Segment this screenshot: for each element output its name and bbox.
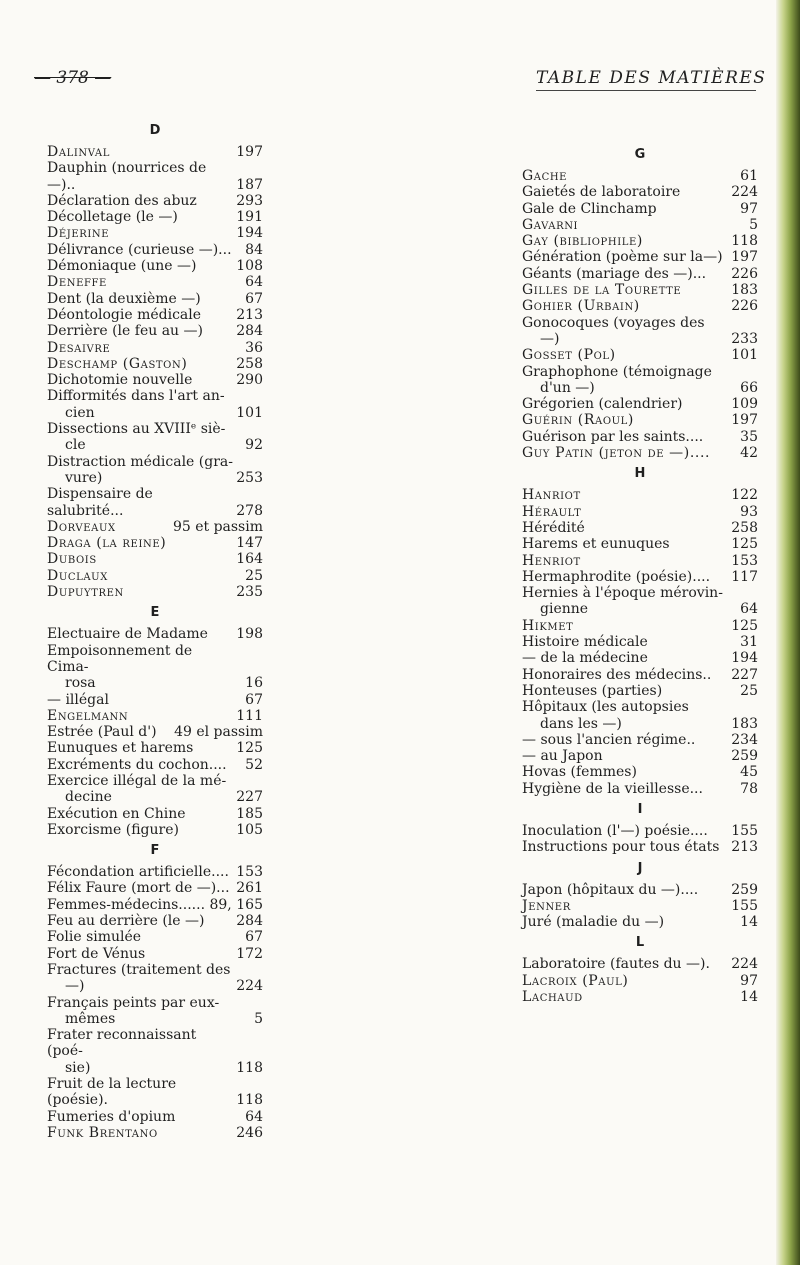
index-entry bbox=[522, 504, 758, 520]
index-entry bbox=[522, 520, 758, 536]
entry-page-number: 35 bbox=[740, 428, 758, 445]
entry-text: sie) bbox=[65, 1059, 91, 1076]
index-entry bbox=[47, 242, 263, 258]
index-entry bbox=[47, 643, 263, 692]
entry-text: Dupuytren bbox=[47, 584, 124, 601]
entry-text: Exécution en Chine bbox=[47, 805, 186, 822]
entry-page-number: 122 bbox=[731, 487, 758, 504]
entry-page-number: 278 bbox=[236, 502, 263, 519]
entry-page-number: 191 bbox=[236, 209, 263, 226]
index-entry bbox=[47, 929, 263, 945]
entry-page-number: 14 bbox=[740, 914, 758, 931]
entry-page-number: 155 bbox=[731, 822, 758, 839]
entry-page-number: 125 bbox=[731, 536, 758, 553]
entry-page-number: 42 bbox=[740, 445, 758, 462]
entry-text: Funk Brentano bbox=[47, 1124, 158, 1141]
index-entry bbox=[47, 822, 263, 838]
entry-text: Hovas (femmes) bbox=[522, 764, 637, 781]
index-entry bbox=[47, 372, 263, 388]
entry-text: vure) bbox=[65, 469, 103, 486]
index-entry bbox=[47, 1076, 263, 1109]
entry-text: Honoraires des médecins.. bbox=[522, 666, 712, 683]
entry-text: Frater reconnaissant (poé- bbox=[47, 1027, 197, 1060]
entry-page-number: 5 bbox=[749, 216, 758, 233]
index-entry bbox=[47, 551, 263, 567]
entry-text: Gohier (Urbain) bbox=[522, 298, 640, 315]
entry-text: — au Japon bbox=[522, 748, 603, 765]
index-entry bbox=[47, 773, 263, 806]
entry-text: Honteuses (parties) bbox=[522, 682, 663, 699]
entry-text: Fumeries d'opium bbox=[47, 1108, 176, 1125]
entry-text: Japon (hôpitaux du —).... bbox=[522, 881, 699, 898]
entry-text: Henriot bbox=[522, 552, 581, 569]
index-entry bbox=[522, 249, 758, 265]
entry-text: Lachaud bbox=[522, 989, 583, 1006]
entry-text: Guérin (Raoul) bbox=[522, 412, 634, 429]
entry-text: Estrée (Paul d') bbox=[47, 724, 157, 741]
entry-text: Histoire médicale bbox=[522, 634, 648, 651]
section-letter: L bbox=[635, 935, 645, 951]
index-entry bbox=[522, 298, 758, 314]
entry-page-number: 45 bbox=[740, 764, 758, 781]
index-entry bbox=[47, 535, 263, 551]
index-entry bbox=[47, 626, 263, 642]
index-entry bbox=[47, 193, 263, 209]
entry-text: Gay (bibliophile) bbox=[522, 233, 643, 250]
index-entry bbox=[522, 683, 758, 699]
entry-text: Hikmet bbox=[522, 617, 574, 634]
index-entry bbox=[522, 781, 758, 797]
entry-text: Juré (maladie du —) bbox=[522, 914, 665, 931]
entry-page-number: 187 bbox=[236, 176, 263, 193]
entry-text: Génération (poème sur la—) bbox=[522, 249, 723, 266]
entry-text: Gosset (Pol) bbox=[522, 347, 616, 364]
entry-page-number: 78 bbox=[740, 780, 758, 797]
index-entry bbox=[522, 748, 758, 764]
section-letter: J bbox=[637, 860, 643, 876]
index-entry bbox=[47, 740, 263, 756]
entry-text: Draga (la reine) bbox=[47, 535, 167, 552]
entry-page-number: 97 bbox=[740, 200, 758, 217]
index-entry bbox=[47, 995, 263, 1028]
entry-text: Engelmann bbox=[47, 707, 129, 724]
section-letter: E bbox=[150, 605, 160, 621]
index-entry bbox=[47, 864, 263, 880]
entry-page-number: 226 bbox=[731, 265, 758, 282]
index-entry bbox=[47, 421, 263, 454]
entry-page-number: 93 bbox=[740, 503, 758, 520]
index-entry bbox=[47, 1125, 263, 1141]
index-entry bbox=[47, 1109, 263, 1125]
entry-page-number: 109 bbox=[731, 396, 758, 413]
entry-page-number: 224 bbox=[236, 978, 263, 995]
entry-page-number: 194 bbox=[731, 650, 758, 667]
entry-page-number: 258 bbox=[731, 519, 758, 536]
page-edge-shadow bbox=[776, 0, 800, 1265]
entry-page-number: 64 bbox=[245, 274, 263, 291]
entry-page-number: 64 bbox=[245, 1108, 263, 1125]
entry-page-number: 235 bbox=[236, 584, 263, 601]
entry-page-number: 5 bbox=[254, 1010, 263, 1027]
index-entry bbox=[522, 364, 758, 397]
entry-text: cien bbox=[65, 404, 95, 421]
index-entry bbox=[47, 356, 263, 372]
entry-text: Guy Patin (jeton de —).... bbox=[522, 445, 711, 462]
index-entry bbox=[47, 307, 263, 323]
entry-page-number: 105 bbox=[236, 821, 263, 838]
page-number: — 378 — bbox=[34, 68, 112, 88]
index-entry bbox=[47, 757, 263, 773]
section-letter: I bbox=[637, 801, 643, 817]
entry-page-number: 224 bbox=[731, 184, 758, 201]
index-entry bbox=[47, 454, 263, 487]
entry-page-number: 253 bbox=[236, 469, 263, 486]
entry-text: Gonocoques (voyages des bbox=[522, 314, 705, 331]
entry-text: Décolletage (le —) bbox=[47, 209, 178, 226]
entry-page-number: 25 bbox=[740, 682, 758, 699]
running-title: TABLE DES MATIÈRES bbox=[536, 68, 767, 88]
index-entry bbox=[522, 184, 758, 200]
entry-page-number: 165 bbox=[236, 896, 263, 913]
entry-page-number: 25 bbox=[245, 567, 263, 584]
index-entry bbox=[47, 584, 263, 600]
entry-text: Gilles de la Tourette bbox=[522, 282, 682, 299]
entry-text: Dauphin (nourrices de —).. bbox=[47, 160, 207, 193]
entry-text: Dent (la deuxième —) bbox=[47, 290, 201, 307]
entry-page-number: 66 bbox=[740, 379, 758, 396]
entry-page-number: 36 bbox=[245, 339, 263, 356]
entry-text: Laboratoire (fautes du —). bbox=[522, 956, 710, 973]
entry-page-number: 92 bbox=[245, 437, 263, 454]
entry-text: Excréments du cochon.... bbox=[47, 756, 227, 773]
entry-text: Grégorien (calendrier) bbox=[522, 396, 683, 413]
index-entry bbox=[522, 699, 758, 732]
index-entry bbox=[522, 989, 758, 1005]
index-entry bbox=[522, 585, 758, 618]
index-entry bbox=[47, 258, 263, 274]
index-entry bbox=[522, 732, 758, 748]
index-entry bbox=[47, 160, 263, 193]
entry-text: —) bbox=[65, 978, 85, 995]
entry-page-number: 293 bbox=[236, 192, 263, 209]
index-entry bbox=[522, 823, 758, 839]
entry-page-number: 183 bbox=[731, 282, 758, 299]
index-entry bbox=[522, 650, 758, 666]
entry-text: Electuaire de Madame bbox=[47, 626, 208, 643]
entry-page-number: 67 bbox=[245, 290, 263, 307]
index-entry bbox=[522, 347, 758, 363]
entry-text: d'un —) bbox=[540, 379, 595, 396]
entry-page-number: 224 bbox=[731, 956, 758, 973]
index-entry bbox=[522, 445, 758, 461]
entry-page-number: 227 bbox=[236, 789, 263, 806]
index-entry bbox=[47, 291, 263, 307]
entry-text: Instructions pour tous états bbox=[522, 839, 720, 856]
entry-text: decine bbox=[65, 789, 112, 806]
entry-text: Hôpitaux (les autopsies bbox=[522, 699, 689, 716]
entry-text: Graphophone (témoignage bbox=[522, 363, 712, 380]
entry-page-number: 259 bbox=[731, 748, 758, 765]
section-letter: D bbox=[149, 123, 161, 138]
entry-page-number: 246 bbox=[236, 1124, 263, 1141]
entry-text: Dorveaux bbox=[47, 518, 116, 535]
page-header bbox=[0, 68, 800, 98]
index-entry bbox=[47, 144, 263, 160]
entry-page-number: 185 bbox=[236, 805, 263, 822]
entry-text: Géants (mariage des —)... bbox=[522, 265, 707, 282]
index-entry bbox=[522, 201, 758, 217]
index-entry bbox=[522, 315, 758, 348]
index-entry bbox=[47, 340, 263, 356]
entry-page-number: 259 bbox=[731, 881, 758, 898]
entry-page-number: 101 bbox=[731, 347, 758, 364]
index-column-left bbox=[47, 118, 263, 1141]
entry-text: Gache bbox=[522, 168, 568, 184]
entry-page-number: 101 bbox=[236, 404, 263, 421]
index-entry bbox=[47, 388, 263, 421]
entry-page-number: 111 bbox=[236, 707, 263, 724]
entry-page-number: 84 bbox=[245, 241, 263, 258]
entry-text: Folie simulée bbox=[47, 929, 142, 946]
index-entry bbox=[522, 914, 758, 930]
index-entry bbox=[47, 806, 263, 822]
entry-page-number: 118 bbox=[236, 1059, 263, 1076]
entry-page-number: 153 bbox=[731, 552, 758, 569]
entry-text: Difformités dans l'art an- bbox=[47, 388, 225, 405]
entry-text: Gavarni bbox=[522, 216, 579, 233]
index-column-right bbox=[522, 142, 758, 1005]
index-entry bbox=[47, 209, 263, 225]
index-entry bbox=[522, 412, 758, 428]
entry-page-number: 261 bbox=[236, 880, 263, 897]
entry-page-number: 52 bbox=[245, 756, 263, 773]
index-entry bbox=[522, 553, 758, 569]
entry-text: Dalinval bbox=[47, 144, 110, 160]
entry-page-number: 14 bbox=[740, 989, 758, 1006]
entry-page-number: 183 bbox=[731, 715, 758, 732]
entry-page-number: 125 bbox=[731, 617, 758, 634]
index-entry bbox=[522, 839, 758, 855]
entry-text: Feu au derrière (le —) bbox=[47, 913, 205, 930]
index-entry bbox=[522, 217, 758, 233]
entry-text: Démoniaque (une —) bbox=[47, 258, 197, 275]
entry-text: dans les —) bbox=[540, 715, 622, 732]
entry-text: Exercice illégal de la mé- bbox=[47, 772, 227, 789]
entry-page-number: 125 bbox=[236, 740, 263, 757]
entry-page-number: 67 bbox=[245, 929, 263, 946]
entry-text: Exorcisme (figure) bbox=[47, 821, 179, 838]
entry-page-number: 197 bbox=[236, 144, 263, 160]
entry-text: Derrière (le feu au —) bbox=[47, 323, 203, 340]
entry-page-number: 164 bbox=[236, 551, 263, 568]
index-entry bbox=[522, 396, 758, 412]
entry-page-number: 118 bbox=[236, 1092, 263, 1109]
entry-page-number: 194 bbox=[236, 225, 263, 242]
entry-page-number: 213 bbox=[236, 306, 263, 323]
index-entry bbox=[47, 1027, 263, 1076]
index-entry bbox=[47, 724, 263, 740]
entry-text: Délivrance (curieuse —)... bbox=[47, 241, 232, 258]
index-entry bbox=[522, 634, 758, 650]
index-entry bbox=[522, 233, 758, 249]
entry-text: Fruit de la lecture (poésie). bbox=[47, 1076, 177, 1109]
index-entry bbox=[522, 168, 758, 184]
entry-page-number: 290 bbox=[236, 372, 263, 389]
entry-page-number: 234 bbox=[731, 731, 758, 748]
entry-text: Félix Faure (mort de —)... bbox=[47, 880, 230, 897]
entry-text: Hygiène de la vieillesse... bbox=[522, 780, 703, 797]
entry-page-number: 198 bbox=[236, 626, 263, 643]
entry-page-number: 61 bbox=[740, 168, 758, 184]
entry-text: Dissections au XVIIIᵉ siè- bbox=[47, 421, 226, 438]
index-entry bbox=[522, 973, 758, 989]
entry-page-number: 16 bbox=[245, 675, 263, 692]
entry-page-number: 233 bbox=[731, 330, 758, 347]
entry-text: cle bbox=[65, 437, 86, 454]
index-entry bbox=[47, 913, 263, 929]
entry-page-number: 147 bbox=[236, 535, 263, 552]
entry-text: Eunuques et harems bbox=[47, 740, 194, 757]
entry-page-number: 108 bbox=[236, 258, 263, 275]
index-entry bbox=[522, 882, 758, 898]
index-entry bbox=[47, 897, 263, 913]
index-entry bbox=[47, 962, 263, 995]
entry-page-number: 284 bbox=[236, 913, 263, 930]
index-entry bbox=[47, 692, 263, 708]
entry-page-number: 284 bbox=[236, 323, 263, 340]
entry-text: Lacroix (Paul) bbox=[522, 972, 629, 989]
entry-page-number: 197 bbox=[731, 412, 758, 429]
index-entry bbox=[522, 764, 758, 780]
index-entry bbox=[47, 519, 263, 535]
entry-text: Dubois bbox=[47, 551, 97, 568]
entry-text: Femmes-médecins...... 89, bbox=[47, 896, 232, 913]
entry-text: Déontologie médicale bbox=[47, 306, 202, 323]
entry-page-number: 213 bbox=[731, 839, 758, 856]
entry-text: Hérédité bbox=[522, 519, 585, 536]
index-entry bbox=[522, 898, 758, 914]
section-letter: G bbox=[634, 147, 646, 162]
entry-text: Hermaphrodite (poésie).... bbox=[522, 568, 711, 585]
index-entry bbox=[47, 946, 263, 962]
index-entry bbox=[522, 618, 758, 634]
entry-page-number: 172 bbox=[236, 945, 263, 962]
entry-text: Hernies à l'époque mérovin- bbox=[522, 585, 723, 602]
entry-text: mêmes bbox=[65, 1010, 116, 1027]
entry-text: Jenner bbox=[522, 897, 571, 914]
index-entry bbox=[522, 266, 758, 282]
index-entry bbox=[522, 569, 758, 585]
entry-text: Déjerine bbox=[47, 225, 110, 242]
entry-page-number: 227 bbox=[731, 666, 758, 683]
entry-page-number: 155 bbox=[731, 897, 758, 914]
entry-text: Gale de Clinchamp bbox=[522, 200, 657, 217]
entry-page-number: 226 bbox=[731, 298, 758, 315]
entry-text: rosa bbox=[65, 675, 96, 692]
header-rule bbox=[536, 90, 756, 91]
entry-text: Gaietés de laboratoire bbox=[522, 184, 681, 201]
entry-text: Français peints par eux- bbox=[47, 994, 220, 1011]
entry-text: Hérault bbox=[522, 503, 582, 520]
entry-page-number: 67 bbox=[245, 691, 263, 708]
entry-page-number: 197 bbox=[731, 249, 758, 266]
entry-text: Distraction médicale (gra- bbox=[47, 453, 233, 470]
section-letter: F bbox=[150, 843, 160, 859]
entry-text: — de la médecine bbox=[522, 650, 648, 667]
entry-page-number: 97 bbox=[740, 972, 758, 989]
index-entry bbox=[47, 568, 263, 584]
index-entry bbox=[47, 880, 263, 896]
entry-text: Duclaux bbox=[47, 567, 108, 584]
entry-text: Desaivre bbox=[47, 339, 111, 356]
entry-text: — illégal bbox=[47, 691, 109, 708]
entry-page-number: 95 et passim bbox=[172, 518, 263, 535]
index-entry bbox=[522, 487, 758, 503]
index-entry bbox=[47, 708, 263, 724]
entry-text: Inoculation (l'—) poésie.... bbox=[522, 822, 708, 839]
entry-page-number: 118 bbox=[731, 233, 758, 250]
entry-text: Fractures (traitement des bbox=[47, 961, 231, 978]
entry-text: Empoisonnement de Cima- bbox=[47, 642, 193, 675]
entry-page-number: 31 bbox=[740, 634, 758, 651]
entry-text: Deneffe bbox=[47, 274, 107, 291]
index-entry bbox=[522, 429, 758, 445]
entry-text: Guérison par les saints.... bbox=[522, 428, 704, 445]
index-entry bbox=[522, 282, 758, 298]
entry-text: Fort de Vénus bbox=[47, 945, 146, 962]
index-entry bbox=[47, 274, 263, 290]
entry-page-number: 49 el passim bbox=[174, 724, 263, 741]
entry-text: Harems et eunuques bbox=[522, 536, 670, 553]
entry-text: Dichotomie nouvelle bbox=[47, 372, 193, 389]
entry-page-number: 258 bbox=[236, 355, 263, 372]
entry-text: Hanriot bbox=[522, 487, 581, 504]
index-entry bbox=[47, 225, 263, 241]
section-letter: H bbox=[634, 466, 646, 482]
index-entry bbox=[522, 956, 758, 972]
index-entry bbox=[47, 323, 263, 339]
entry-text: Déclaration des abuz bbox=[47, 192, 197, 209]
index-entry bbox=[522, 667, 758, 683]
entry-text: Deschamp (Gaston) bbox=[47, 355, 188, 372]
entry-text: Fécondation artificielle.... bbox=[47, 864, 229, 881]
index-entry bbox=[522, 536, 758, 552]
entry-text: — sous l'ancien régime.. bbox=[522, 731, 696, 748]
entry-page-number: 117 bbox=[731, 568, 758, 585]
entry-page-number: 153 bbox=[236, 864, 263, 881]
entry-text: Dispensaire de salubrité... bbox=[47, 486, 153, 519]
entry-text: —) bbox=[540, 330, 560, 347]
entry-page-number: 64 bbox=[740, 601, 758, 618]
entry-text: gienne bbox=[540, 601, 589, 618]
index-entry bbox=[47, 486, 263, 519]
